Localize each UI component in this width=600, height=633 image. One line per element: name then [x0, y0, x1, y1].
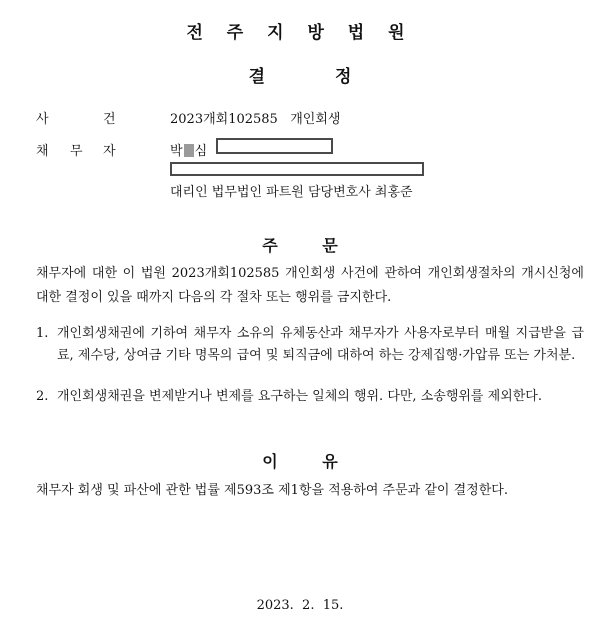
order-item-1-number: 1. [36, 326, 49, 341]
order-item-1-text: 개인회생채권에 기하여 채무자 소유의 유체동산과 채무자가 사용자로부터 매월 지급받을 급료, 제수당, 상여금 기타 명목의 급여 및 퇴직금에 대하여 하는 강제집행·가압류 또는 가처분. [57, 326, 584, 363]
order-item-2-number: 2. [36, 389, 49, 404]
name-redaction [184, 144, 194, 157]
debtor-label-3: 자 [103, 144, 116, 159]
debtor-name-first: 박 [170, 144, 183, 159]
agent-line: 대리인 법무법인 파트원 담당변호사 최홍준 [170, 185, 413, 200]
reason-text: 채무자 회생 및 파산에 관한 법률 제593조 제1항을 적용하여 주문과 같이 결정한다. [36, 483, 508, 498]
reason-heading: 이 유 [262, 452, 338, 471]
debtor-name-last: 심 [194, 144, 208, 159]
redaction-box-name [216, 138, 333, 154]
order-intro: 채무자에 대한 이 법원 2023개회102585 개인회생 사건에 관하여 개인회생절차의 개시신청에 대한 결정이 있을 때까지 다음의 각 절차 또는 행위를 금지한다. [36, 266, 584, 305]
court-name: 전 주 지 방 법 원 [186, 23, 414, 43]
debtor-label-1: 채 [36, 144, 49, 159]
debtor-label-2: 무 [70, 144, 83, 159]
document-type-left: 결 [248, 67, 265, 87]
case-number: 2023개회102585 개인회생 [170, 112, 341, 127]
case-label-2: 건 [103, 112, 116, 127]
order-item-2-text: 개인회생채권을 변제받거나 변제를 요구하는 일체의 행위. 다만, 소송행위를 제외한다. [57, 389, 542, 404]
case-label-1: 사 [36, 112, 49, 127]
redaction-box-address [170, 162, 424, 176]
order-heading: 주 문 [262, 236, 338, 255]
debtor-name [170, 140, 207, 159]
document-type [0, 62, 600, 87]
decision-date: 2023. 2. 15. [256, 598, 344, 613]
document-type-right: 정 [335, 67, 352, 87]
